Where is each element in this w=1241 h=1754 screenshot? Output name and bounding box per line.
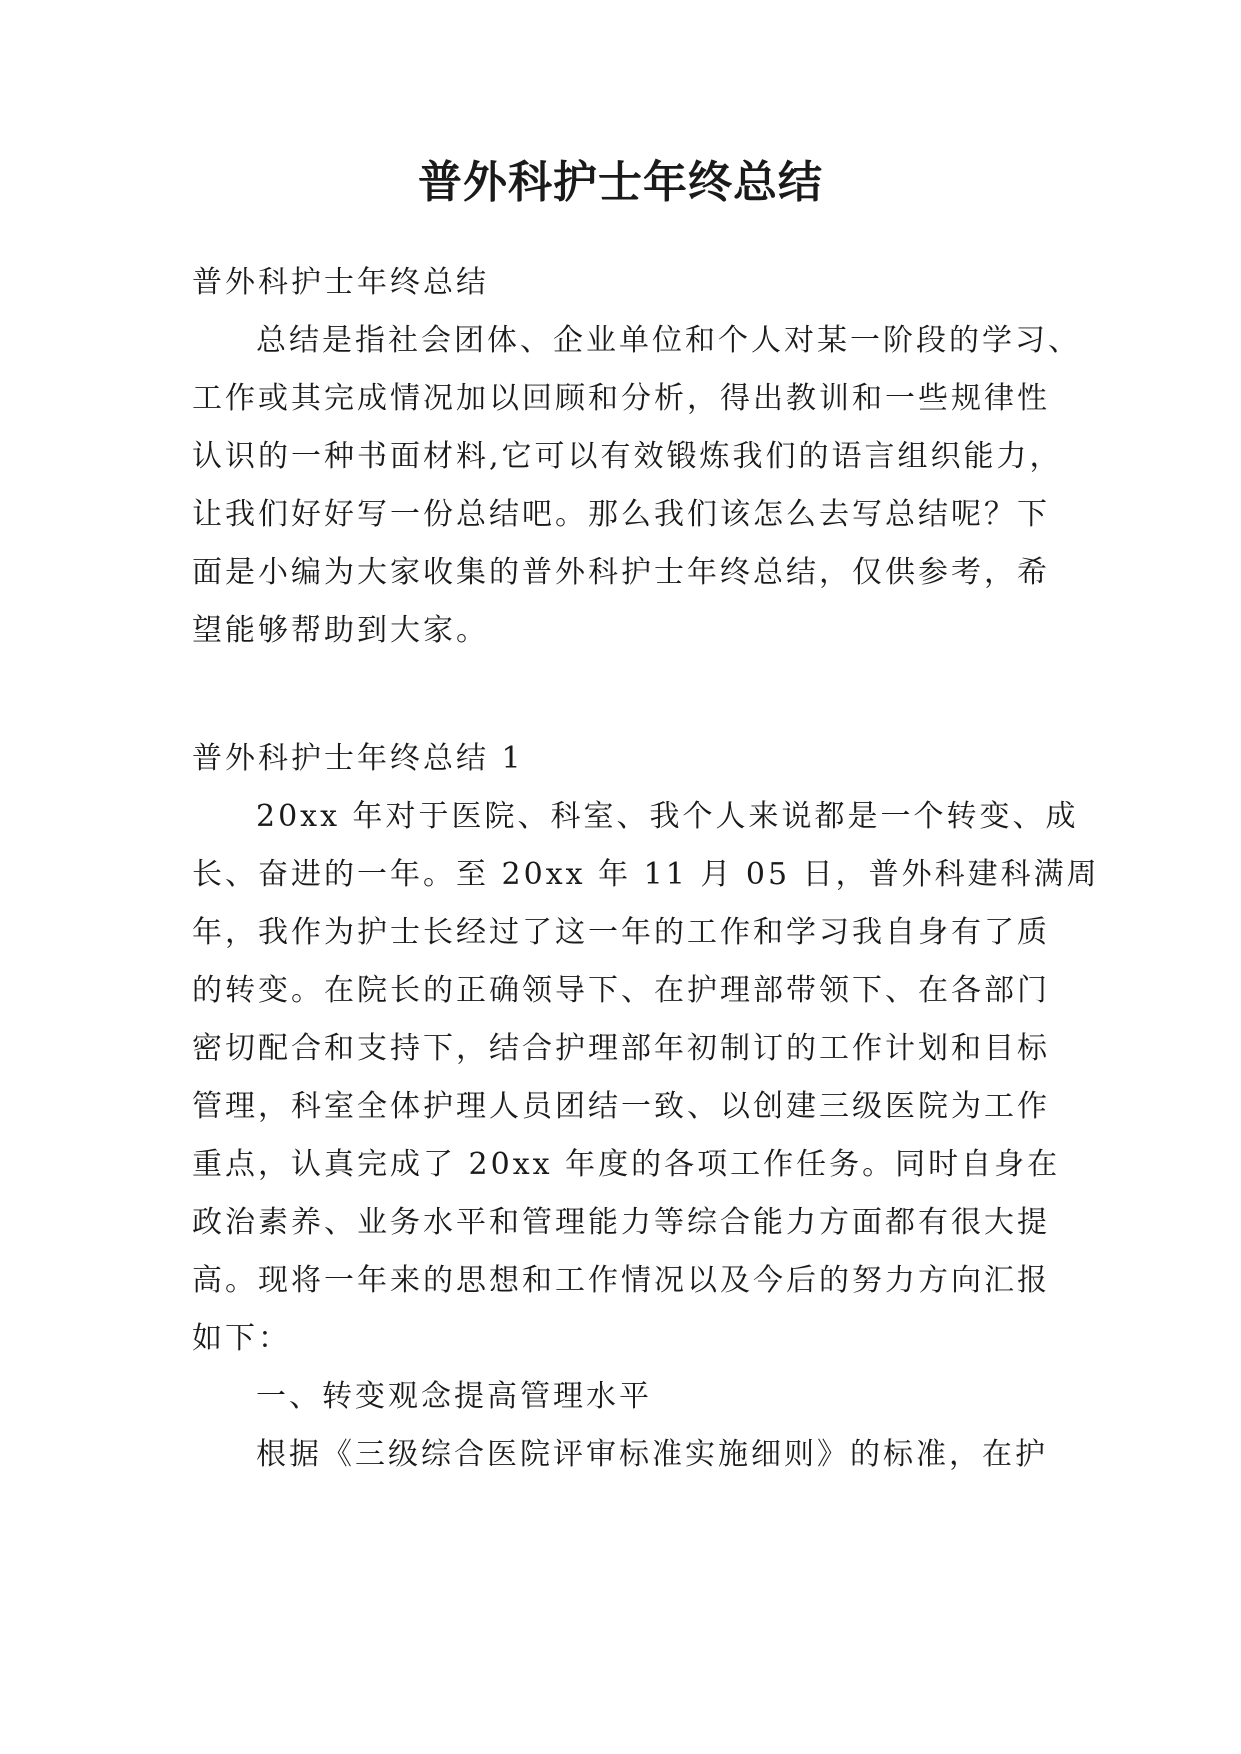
intro-line: 让我们好好写一份总结吧。那么我们该怎么去写总结呢？下 <box>192 497 1050 532</box>
section-line: 密切配合和支持下，结合护理部年初制订的工作计划和目标 <box>192 1031 1050 1066</box>
document-subtitle: 普外科护士年终总结 <box>192 265 489 300</box>
intro-line: 工作或其完成情况加以回顾和分析，得出教训和一些规律性 <box>192 381 1050 416</box>
intro-line: 面是小编为大家收集的普外科护士年终总结，仅供参考，希 <box>192 555 1050 590</box>
intro-line: 总结是指社会团体、企业单位和个人对某一阶段的学习、 <box>256 323 1081 358</box>
section-line: 重点，认真完成了 20xx 年度的各项工作任务。同时自身在 <box>192 1147 1061 1182</box>
section-paragraph <box>192 788 1100 1368</box>
section-line: 政治素养、业务水平和管理能力等综合能力方面都有很大提 <box>192 1205 1050 1240</box>
section-line: 长、奋进的一年。至 20xx 年 11 月 05 日，普外科建科满周 <box>192 857 1100 892</box>
section-heading: 普外科护士年终总结 1 <box>192 741 524 776</box>
section-line: 如下： <box>192 1321 291 1356</box>
intro-line: 认识的一种书面材料,它可以有效锻炼我们的语言组织能力， <box>192 439 1063 474</box>
section-line: 20xx 年对于医院、科室、我个人来说都是一个转变、成 <box>256 799 1079 834</box>
intro-paragraph <box>192 312 1081 660</box>
point-heading: 一、转变观念提高管理水平 <box>256 1379 652 1414</box>
section-line: 管理，科室全体护理人员团结一致、以创建三级医院为工作 <box>192 1089 1050 1124</box>
section-line: 年，我作为护士长经过了这一年的工作和学习我自身有了质 <box>192 915 1050 950</box>
section-line: 的转变。在院长的正确领导下、在护理部带领下、在各部门 <box>192 973 1050 1008</box>
intro-line: 望能够帮助到大家。 <box>192 613 489 648</box>
document-title: 普外科护士年终总结 <box>418 157 823 208</box>
point-paragraph-line: 根据《三级综合医院评审标准实施细则》的标准，在护 <box>256 1437 1048 1472</box>
section-line: 高。现将一年来的思想和工作情况以及今后的努力方向汇报 <box>192 1263 1050 1298</box>
